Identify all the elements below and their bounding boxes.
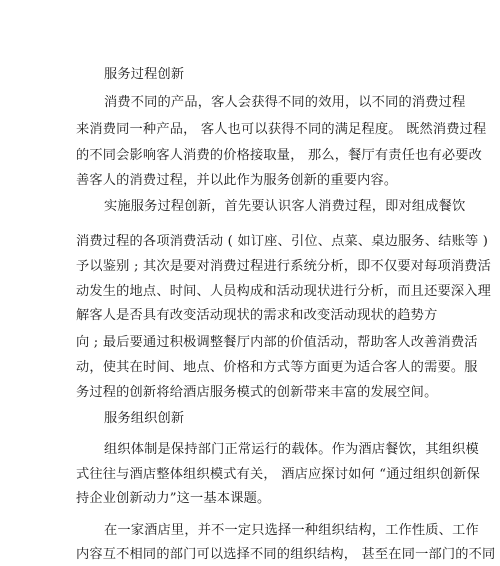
section-heading-service-organization: 服务组织创新 — [104, 411, 185, 426]
paragraph-line: 消费不同的产品，客人会获得不同的效用，以不同的消费过程 — [104, 95, 466, 110]
paragraph-line: 实施服务过程创新，首先要认识客人消费过程，即对组成餐饮 — [104, 199, 466, 214]
paragraph-line: 在一家酒店里，并不一定只选择一种组织结构，工作性质、工作 — [104, 523, 479, 538]
paragraph-line: 组织体制是保持部门正常运行的载体。作为酒店餐饮，其组织模 — [104, 442, 479, 457]
paragraph-line: 动，使其在时间、地点、价格和方式等方面更为适合客人的需要。服 — [76, 360, 478, 375]
paragraph-line: 向 ; 最后要通过积极调整餐厅内部的价值活动，帮助客人改善消费活 — [76, 335, 478, 350]
paragraph-line: 消费过程的各项消费活动 ( 如订座、引位、点菜、桌边服务、结账等 ) — [76, 234, 489, 249]
paragraph-line: 式往往与酒店整体组织模式有关， 酒店应探讨如何 “通过组织创新保 — [76, 467, 480, 482]
paragraph-line: 动发生的地点、时间、人员构成和活动现状进行分析，而且还要深入理 — [76, 284, 492, 299]
paragraph-line: 来消费同一种产品， 客人也可以获得不同的满足程度。 既然消费过程 — [76, 122, 487, 137]
paragraph-line: 的不同会影响客人消费的价格接取量， 那么，餐厅有责任也有必要改 — [76, 148, 483, 163]
paragraph-line: 持企业创新动力”这一基本课题。 — [76, 491, 271, 506]
paragraph-line: 内容互不相同的部门可以选择不同的组织结构， 甚至在同一部门的不同 — [76, 547, 496, 562]
paragraph-line: 务过程的创新将给酒店服务模式的创新带来丰富的发展空间。 — [76, 385, 438, 400]
paragraph-line: 予以鉴别 ; 其次是要对消费过程进行系统分析，即不仅要对每项消费活 — [76, 259, 492, 274]
paragraph-line: 善客人的消费过程，并以此作为服务创新的重要内容。 — [76, 173, 398, 188]
section-heading-service-process: 服务过程创新 — [104, 67, 185, 82]
paragraph-line: 解客人是否具有改变活动现状的需求和改变活动现状的趋势方 — [76, 308, 438, 323]
